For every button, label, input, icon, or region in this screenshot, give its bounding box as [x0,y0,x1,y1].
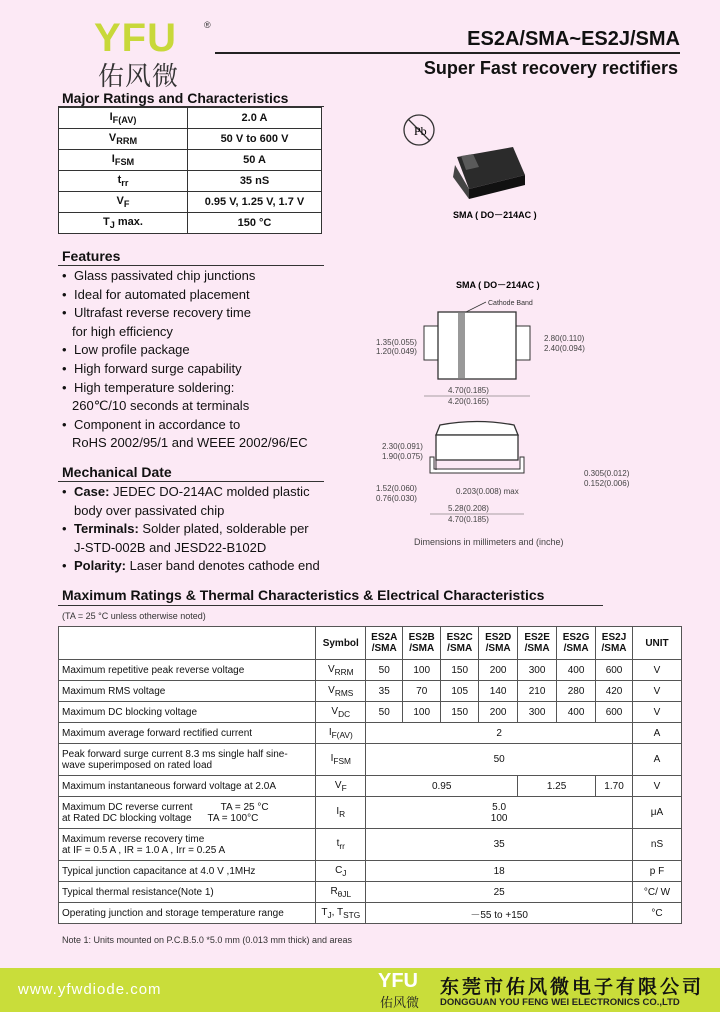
list-item: • Ideal for automated placement [62,286,250,302]
list-item: • Polarity: Laser band denotes cathode end [62,558,320,574]
table-row: Maximum DC reverse current TA = 25 °C at Rated DC blocking voltage TA = 100°C $I_R$ 5.0 100 μA [59,797,682,829]
list-item: 260℃/10 seconds at terminals [72,398,250,414]
mechanical-list [62,483,320,576]
unit-header: UNIT [633,627,682,660]
pb-label: Pb [414,124,427,138]
list-item: • Low profile package [62,342,190,358]
table-row [59,213,322,234]
dim-w1a: 2.80(0.110) [544,334,585,343]
list-item: • Glass passivated chip junctions [62,268,256,283]
package-caption: SMA ( DO－214AC ) [453,210,537,220]
device-header: ES2B /SMA [403,627,441,660]
dim-h1a: 1.35(0.055) [376,338,417,347]
param-cell: $t_{rr}$ [59,171,188,192]
value-cell: 50 A [188,150,322,171]
dim-h1b: 1.20(0.049) [376,347,417,356]
subtitle: Super Fast recovery rectifiers [423,58,678,78]
list-item: • Case: JEDEC DO-214AC molded plastic [62,484,310,499]
table-header-row [59,627,682,660]
features-list [62,267,308,453]
electrical-table [58,626,682,924]
electrical-title: Maximum Ratings & Thermal Characteristics & Electrical Characteristics [62,587,545,603]
package-drawing [360,275,690,550]
table-row: Maximum RMS voltage $V_{RMS}$ 35 70 105 140 210 280 420 V [59,681,682,702]
table-row [59,129,322,150]
symbol-header: Symbol [316,627,366,660]
table-row: Maximum reverse recovery time at IF = 0.5 A , IR = 1.0 A , Irr = 0.25 A $t_{rr}$ 35 nS [59,829,682,861]
list-item: • High temperature soldering: [62,379,235,395]
table-row: Typical thermal resistance(Note 1) $R_{\theta JL}$ 25 °C/ W [59,882,682,903]
major-ratings-table [58,107,322,234]
footer-logo: YFU [378,970,418,992]
device-header: ES2J /SMA [596,627,633,660]
features-rule [58,265,324,266]
param-cell: $T_J$ max. [59,213,188,234]
table-row [59,108,322,129]
list-item: RoHS 2002/95/1 and WEEE 2002/96/EC [72,435,308,451]
table-row [59,150,322,171]
list-item: • Component in accordance to [62,416,241,432]
test-condition: (TA = 25 °C unless otherwise noted) [62,611,206,621]
logo-registered: ® [204,20,211,30]
footer-logo-cn: 佑风微 [380,995,420,1010]
package-photo [395,105,565,230]
dim-l1a: 4.70(0.185) [448,386,489,395]
company-logo [94,16,214,92]
list-item: • High forward surge capability [62,360,242,376]
table-row: Typical junction capacitance at 4.0 V ,1MHz $C_J$ 18 p F [59,861,682,882]
list-item: body over passivated chip [74,502,225,518]
company-name-en: DONGGUAN YOU FENG WEI ELECTRONICS CO.,LTD [440,997,680,1008]
list-item: for high efficiency [72,323,173,339]
device-header: ES2D /SMA [479,627,518,660]
param-cell: $V_F$ [59,192,188,213]
dim-f1b: 0.76(0.030) [376,494,417,503]
logo-text: YFU [94,16,177,60]
device-header: ES2E /SMA [518,627,557,660]
list-item: • Ultrafast reverse recovery time [62,305,251,321]
mechanical-title: Mechanical Date [62,464,172,480]
major-ratings-title: Major Ratings and Characteristics [62,90,289,106]
drawing-title: SMA ( DO－214AC ) [456,280,540,290]
footer [0,968,720,1012]
table-row: Maximum DC blocking voltage $V_{DC}$ 50 100 150 200 300 400 600 V [59,702,682,723]
dim-t1a: 2.30(0.091) [382,442,423,451]
company-name-cn: 东莞市佑风微电子有限公司 [440,976,705,998]
table-row [59,192,322,213]
features-title: Features [62,248,121,264]
dim-w1b: 2.40(0.094) [544,344,585,353]
dim-t1b: 1.90(0.075) [382,452,423,461]
value-cell: 35 nS [188,171,322,192]
dim-o1b: 4.70(0.185) [448,515,489,524]
mechanical-rule [58,481,324,482]
cathode-band-label: Cathode Band [488,300,533,307]
dim-g1: 0.203(0.008) max [456,487,519,496]
table-row: Operating junction and storage temperature range $T_J$, $T_{STG}$ －55 to +150 °C [59,903,682,924]
value-cell: 2.0 A [188,108,322,129]
table-row: Peak forward surge current 8.3 ms single half sine- wave superimposed on rated load $I_{FSM}$ 50 A [59,744,682,776]
dim-l1b: 4.20(0.165) [448,397,489,406]
param-cell: $I_{F(AV)}$ [59,108,188,129]
table-note: Note 1: Units mounted on P.C.B.5.0 *5.0 mm (0.013 mm thick) and areas [62,935,352,945]
value-cell: 50 V to 600 V [188,129,322,150]
param-cell: $I_{FSM}$ [59,150,188,171]
part-number: ES2A/SMA~ES2J/SMA [467,28,680,50]
website-link[interactable]: www.yfwdiode.com [18,981,162,998]
table-row [59,171,322,192]
dim-s1a: 0.305(0.012) [584,469,630,478]
dim-s1b: 0.152(0.006) [584,479,630,488]
header-rule [215,52,680,54]
dim-f1a: 1.52(0.060) [376,484,417,493]
electrical-rule [58,605,603,606]
value-cell: 150 °C [188,213,322,234]
dim-o1a: 5.28(0.208) [448,504,489,513]
table-row: Maximum repetitive peak reverse voltage $V_{RRM}$ 50 100 150 200 300 400 600 V [59,660,682,681]
device-header: ES2A /SMA [366,627,403,660]
param-cell: $V_{RRM}$ [59,129,188,150]
dimension-note: Dimensions in millimeters and (inche) [414,537,564,547]
device-header: ES2C /SMA [441,627,479,660]
value-cell: 0.95 V, 1.25 V, 1.7 V [188,192,322,213]
device-header: ES2G /SMA [557,627,596,660]
list-item: • Terminals: Solder plated, solderable per [62,521,309,537]
table-row: Maximum instantaneous forward voltage at 2.0A $V_F$ 0.95 1.25 1.70 V [59,776,682,797]
list-item: J-STD-002B and JESD22-B102D [74,539,267,555]
logo-chinese: 佑风微 [98,62,180,92]
table-row: Maximum average forward rectified current $I_{F(AV)}$ 2 A [59,723,682,744]
